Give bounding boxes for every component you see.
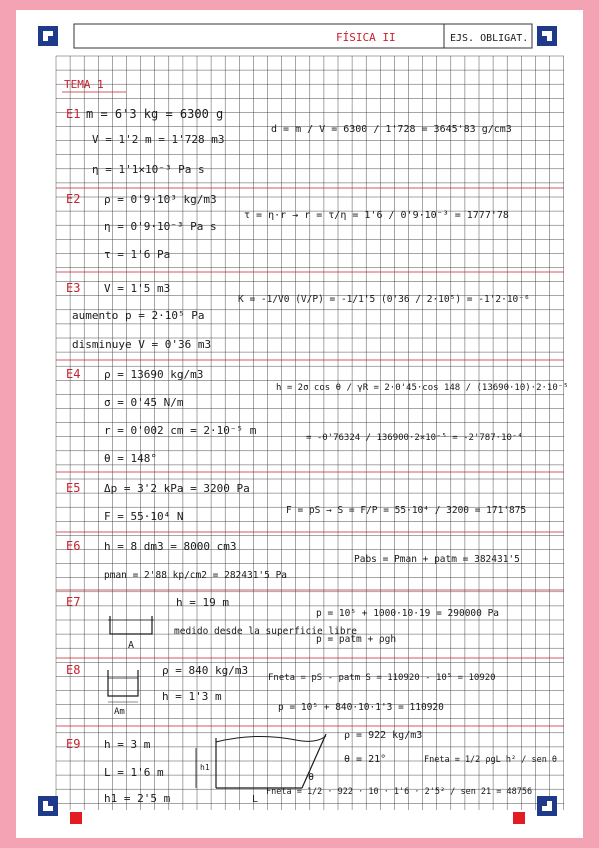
e3-solution-1: K = -1/V0 (V/P) = -1/1'5 (0'36 / 2·10⁵) = -1'2·10⁻⁶ — [238, 294, 530, 305]
e5-line-1: Δp = 3'2 kPa = 3200 Pa — [104, 482, 250, 495]
e9-L-label: L — [252, 794, 259, 805]
header-doc-type: EJS. OBLIGAT. — [450, 33, 529, 44]
e3-line-1: V = 1'5 m3 — [104, 282, 171, 295]
exercise-label-e9: E9 — [66, 737, 81, 751]
e5-line-2: F = 55·10⁴ N — [104, 510, 184, 523]
e4-line-4: θ = 148° — [104, 452, 157, 465]
e3-line-2: aumento p = 2·10⁵ Pa — [72, 309, 205, 322]
e4-line-2: σ = 0'45 N/m — [104, 396, 184, 409]
e2-solution-1: τ = η·r → r = τ/η = 1'6 / 0'9·10⁻³ = 1777'78 — [244, 210, 509, 221]
e8-solution-2: p = 10⁵ + 840·10·1'3 = 110920 — [278, 702, 444, 713]
e7-solution-2: p = patm + ρgh — [316, 634, 397, 645]
e9-solution-3: Fneta = 1/2 ρgL h² / sen θ — [424, 755, 558, 765]
header-subject: FÍSICA II — [336, 31, 396, 44]
e9-line-2: L = 1'6 m — [104, 766, 164, 779]
e9-line-3: h1 = 2'5 m — [104, 792, 171, 805]
e4-solution-2: = -0'76324 / 136900·2×10⁻⁵ = -2'787·10⁻⁴ — [306, 433, 523, 443]
topic-title: TEMA 1 — [64, 78, 104, 91]
e4-line-3: r = 0'002 cm = 2·10⁻⁵ m — [104, 424, 257, 437]
e7-tank-figure — [108, 616, 154, 651]
e8-line-2: h = 1'3 m — [162, 690, 222, 703]
e2-line-1: ρ = 0'9·10³ kg/m3 — [104, 193, 217, 206]
corner-marker-top-left — [38, 26, 58, 46]
e9-solution-1: ρ = 922 kg/m3 — [344, 730, 423, 741]
exercise-label-e6: E6 — [66, 539, 81, 553]
exercise-label-e8: E8 — [66, 663, 81, 677]
e9-line-1: h = 3 m — [104, 738, 151, 751]
exercise-label-e2: E2 — [66, 192, 81, 206]
e7-solution-1: p = 10⁵ + 1000·10·19 = 290000 Pa — [316, 608, 500, 619]
e2-line-2: η = 0'9·10⁻³ Pa s — [104, 220, 217, 233]
e7-line-2: medido desde la superficie libre — [174, 626, 358, 637]
e9-theta-label: θ — [308, 772, 315, 783]
e6-solution-1: Pabs = Pman + patm = 382431'5 — [354, 554, 520, 565]
e4-line-1: ρ = 13690 kg/m3 — [104, 368, 204, 381]
e3-line-3: disminuye V = 0'36 m3 — [72, 338, 212, 351]
exercise-label-e3: E3 — [66, 281, 81, 295]
exercise-label-e5: E5 — [66, 481, 81, 495]
e1-line-3: η = 1'1×10⁻³ Pa s — [92, 163, 205, 176]
e1-solution-1: d = m / V = 6300 / 1'728 = 3645'83 g/cm3 — [271, 124, 512, 135]
notebook-page — [16, 10, 583, 838]
e9-solution-4: Fneta = 1/2 · 922 · 10 · 1'6 · 2'5² / sen 21 = 48756 — [266, 787, 533, 797]
e8-line-1: ρ = 840 kg/m3 — [162, 664, 249, 677]
e2-line-3: τ = 1'6 Pa — [104, 248, 171, 261]
exercise-label-e1: E1 — [66, 107, 81, 121]
e6-line-1: h = 8 dm3 = 8000 cm3 — [104, 540, 237, 553]
e8-dim-label: Am — [114, 707, 125, 717]
e9-h1-label: h1 — [200, 763, 210, 772]
e7-point-label: A — [128, 640, 135, 651]
corner-marker-bottom-right — [513, 796, 557, 824]
e6-line-2: pman = 2'88 kp/cm2 = 282431'5 Pa — [104, 570, 288, 581]
e5-solution-1: F = pS → S = F/P = 55·10⁴ / 3200 = 171'875 — [286, 505, 527, 516]
e1-line-2: V = 1'2 m = 1'728 m3 — [92, 133, 225, 146]
exercise-label-e7: E7 — [66, 595, 81, 609]
e7-line-1: h = 19 m — [176, 596, 229, 609]
e4-solution-1: h = 2σ cos θ / γR = 2·0'45·cos 148 / (13690·10)·2·10⁻⁵ — [276, 383, 569, 393]
e1-line-1: m = 6'3 kg = 6300 g — [86, 107, 224, 121]
corner-marker-top-right — [537, 26, 557, 46]
header-box — [74, 24, 532, 48]
e8-solution-1: Fneta = pS - patm S = 110920 - 10⁵ = 10920 — [268, 673, 496, 683]
e9-solution-2: θ = 21° — [344, 754, 387, 765]
notebook-page-svg — [16, 10, 583, 838]
corner-marker-bottom-left — [38, 796, 82, 824]
exercise-label-e4: E4 — [66, 367, 81, 381]
